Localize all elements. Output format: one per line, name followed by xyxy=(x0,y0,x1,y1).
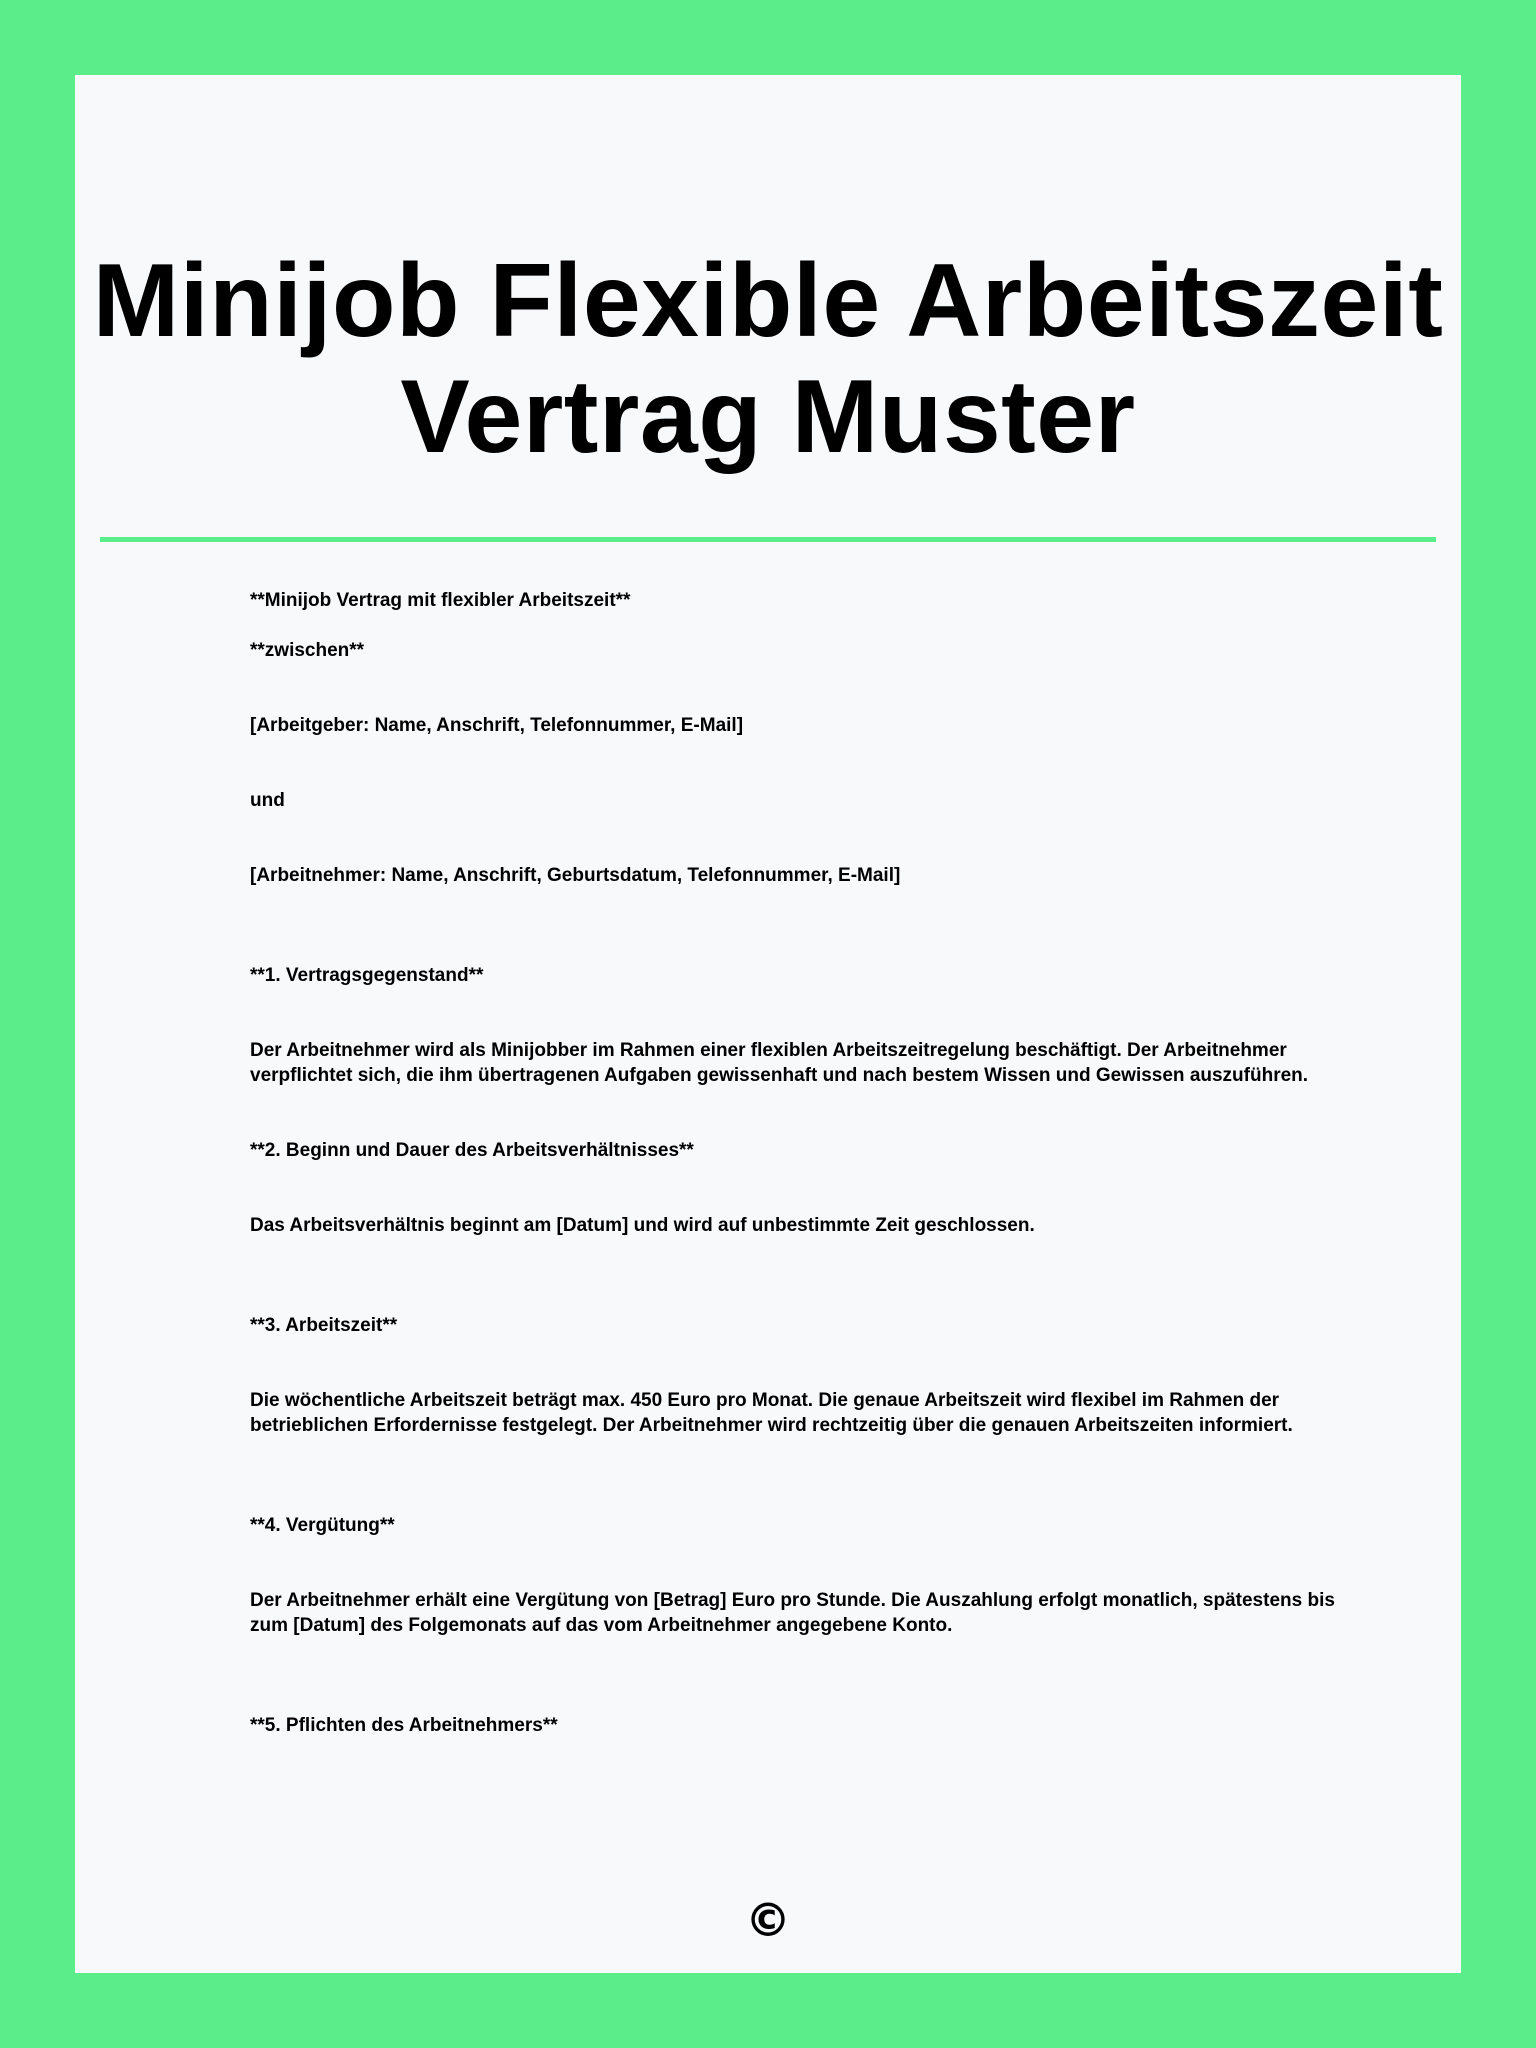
title-divider xyxy=(100,537,1436,542)
document-title: Minijob Flexible Arbeitszeit Vertrag Muster xyxy=(92,243,1444,475)
section-2-text: Das Arbeitsverhältnis beginnt am [Datum] und wird auf unbestimmte Zeit geschlossen. xyxy=(250,1215,1035,1236)
section-1-heading: **1. Vertragsgegenstand** xyxy=(250,965,484,986)
section-1-text: Der Arbeitnehmer wird als Minijobber im Rahmen einer flexiblen Arbeitszeitregelung beschäftigt. Der Arbeitnehmer verpflichtet sich, die ihm übertragenen Aufgaben gewissenhaft und nach bestem Wissen und Gewissen auszuführen. xyxy=(250,1040,1309,1086)
document-page xyxy=(75,75,1461,1973)
and-label: und xyxy=(250,790,285,811)
section-2-heading: **2. Beginn und Dauer des Arbeitsverhältnisses** xyxy=(250,1140,694,1161)
employer-placeholder: [Arbeitgeber: Name, Anschrift, Telefonnummer, E-Mail] xyxy=(250,715,744,736)
section-4-text: Der Arbeitnehmer erhält eine Vergütung von [Betrag] Euro pro Stunde. Die Auszahlung erfolgt monatlich, spätestens bis zum [Datum] des Folgemonats auf das vom Arbeitnehmer angegebene Konto. xyxy=(250,1590,1335,1636)
section-3-text: Die wöchentliche Arbeitszeit beträgt max. 450 Euro pro Monat. Die genaue Arbeitszeit wird flexibel im Rahmen der betrieblichen Erfordernisse festgelegt. Der Arbeitnehmer wird rechtzeitig über die genauen Arbeitszeiten informiert. xyxy=(250,1390,1293,1436)
section-3-heading: **3. Arbeitszeit** xyxy=(250,1315,398,1336)
copyright-icon: © xyxy=(745,1893,791,1947)
between-label: **zwischen** xyxy=(250,640,365,661)
section-5-heading: **5. Pflichten des Arbeitnehmers** xyxy=(250,1715,558,1736)
contract-heading: **Minijob Vertrag mit flexibler Arbeitszeit** xyxy=(250,590,631,611)
section-4-heading: **4. Vergütung** xyxy=(250,1515,395,1536)
employee-placeholder: [Arbeitnehmer: Name, Anschrift, Geburtsdatum, Telefonnummer, E-Mail] xyxy=(250,865,901,886)
